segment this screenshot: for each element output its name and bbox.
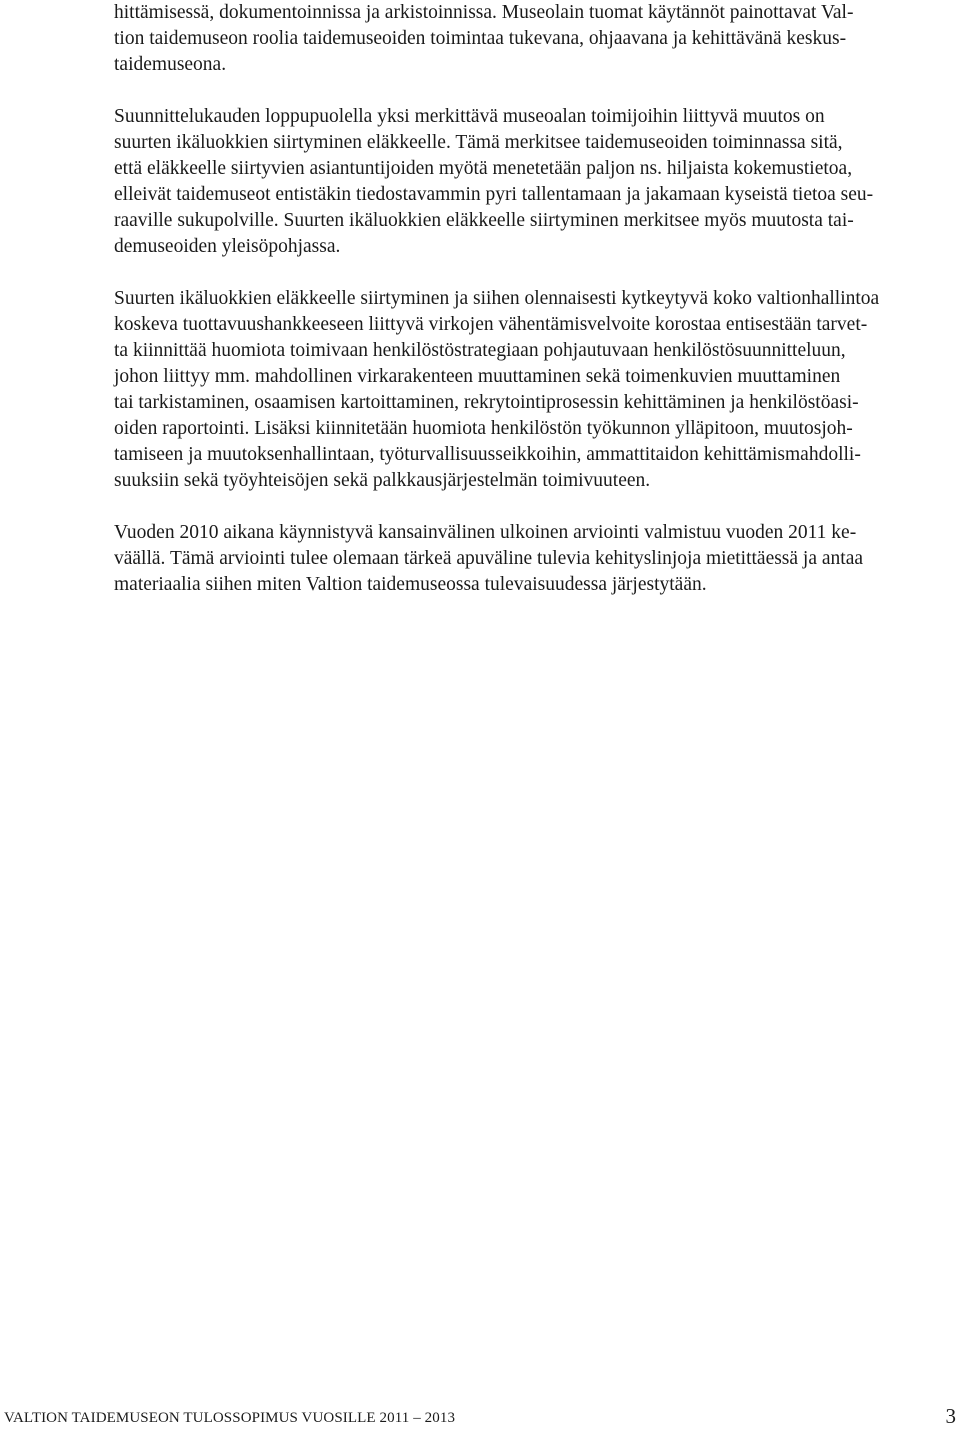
body-text	[114, 0, 954, 624]
text-line: koskeva tuottavuushankkeeseen liittyvä virkojen vähentämisvelvoite korostaa entisestään tarvet-	[114, 314, 868, 335]
text-line: väällä. Tämä arviointi tulee olemaan tärkeä apuväline tulevia kehityslinjoja mietittäessä ja antaa	[114, 548, 864, 569]
paragraph-1	[114, 0, 954, 78]
text-line: ta kiinnittää huomiota toimivaan henkilöstöstrategiaan pohjautuvaan henkilöstösuunnitteluun,	[114, 340, 846, 361]
text-line: Suurten ikäluokkien eläkkeelle siirtyminen ja siihen olennaisesti kytkeytyvä koko valtionhallintoa	[114, 288, 880, 309]
paragraph-2	[114, 104, 954, 260]
text-line: taidemuseona.	[114, 54, 227, 75]
text-line: tion taidemuseon roolia taidemuseoiden toimintaa tukevana, ohjaavana ja kehittävänä keskus-	[114, 28, 847, 49]
text-line: raaville sukupolville. Suurten ikäluokkien eläkkeelle siirtyminen merkitsee myös muutosta tai-	[114, 210, 854, 231]
text-line: hittämisessä, dokumentoinnissa ja arkistoinnissa. Museolain tuomat käytännöt painottavat Val-	[114, 2, 854, 23]
text-line: että eläkkeelle siirtyvien asiantuntijoiden myötä menetetään paljon ns. hiljaista kokemustietoa,	[114, 158, 853, 179]
page-number: 3	[945, 1404, 956, 1428]
text-line: johon liittyy mm. mahdollinen virkarakenteen muuttaminen sekä toimenkuvien muuttaminen	[114, 366, 841, 387]
text-line: tai tarkistaminen, osaamisen kartoittaminen, rekrytointiprosessin kehittäminen ja henkilöstöasi-	[114, 392, 859, 413]
text-line: Vuoden 2010 aikana käynnistyvä kansainvälinen ulkoinen arviointi valmistuu vuoden 2011 ke-	[114, 522, 857, 543]
text-line: suuksiin sekä työyhteisöjen sekä palkkausjärjestelmän toimivuuteen.	[114, 470, 651, 491]
paragraph-3	[114, 286, 954, 494]
footer-title: VALTION TAIDEMUSEON TULOSSOPIMUS VUOSILLE 2011 – 2013	[4, 1410, 456, 1426]
text-line: demuseoiden yleisöpohjassa.	[114, 236, 341, 257]
text-line: Suunnittelukauden loppupuolella yksi merkittävä museoalan toimijoihin liittyvä muutos on	[114, 106, 825, 127]
text-line: suurten ikäluokkien siirtyminen eläkkeelle. Tämä merkitsee taidemuseoiden toiminnassa sitä,	[114, 132, 843, 153]
text-line: oiden raportointi. Lisäksi kiinnitetään huomiota henkilöstön työkunnon ylläpitoon, muutosjoh-	[114, 418, 853, 439]
text-line: tamiseen ja muutoksenhallintaan, työturvallisuusseikkoihin, ammattitaidon kehittämismahdolli-	[114, 444, 861, 465]
text-line: materiaalia siihen miten Valtion taidemuseossa tulevaisuudessa järjestytään.	[114, 574, 707, 595]
paragraph-4	[114, 520, 954, 598]
text-line: elleivät taidemuseot entistäkin tiedostavammin pyri tallentamaan ja jakamaan kyseistä tietoa seu-	[114, 184, 874, 205]
